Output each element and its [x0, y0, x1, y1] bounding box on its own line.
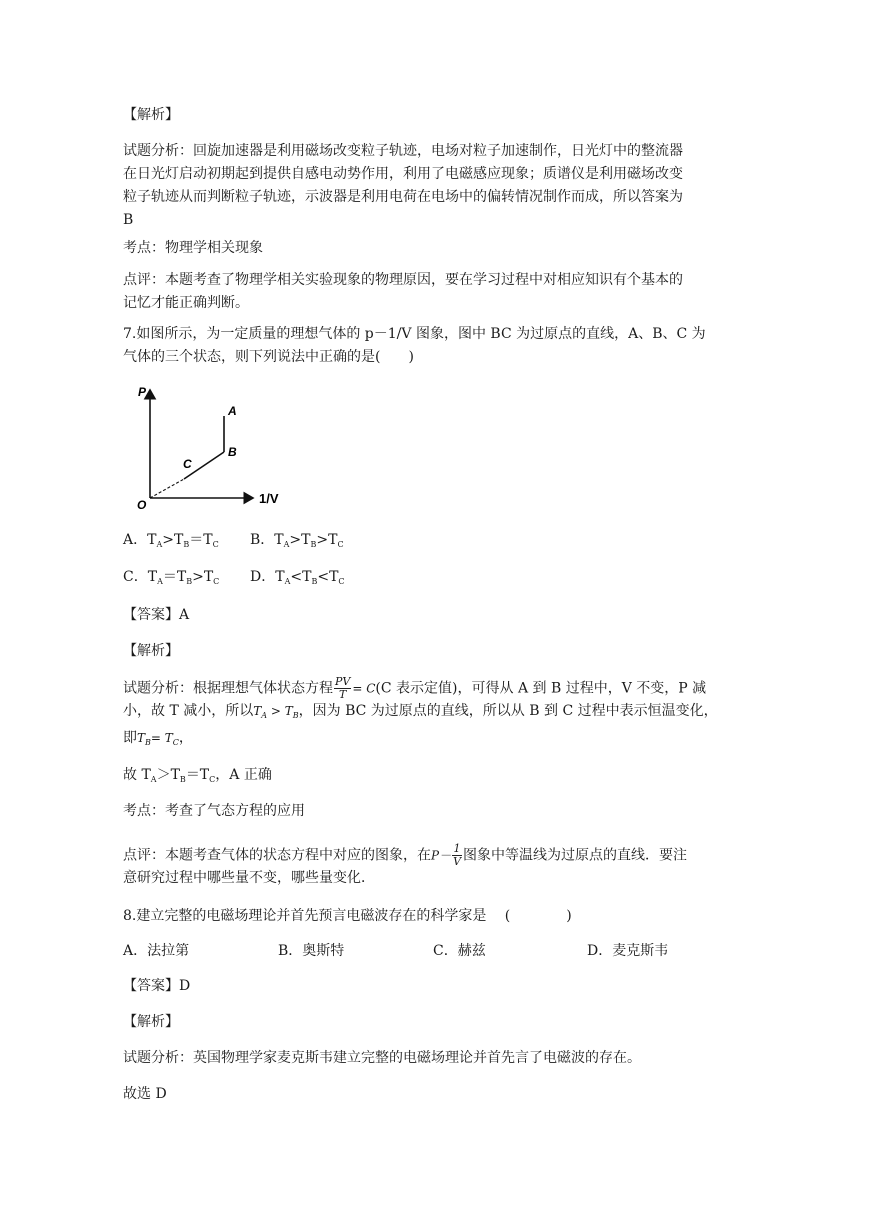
q6-analysis — [123, 140, 753, 232]
q7-comment — [123, 843, 753, 890]
dashed-segment-oc — [150, 479, 184, 498]
q8-option-b: B．奥斯特 — [278, 943, 345, 959]
q8-conclusion: 故选 D — [123, 1086, 167, 1102]
q7-option-d: D．$T_A<T_B<T_C$ — [250, 569, 345, 586]
q7-stem-line: 气体的三个状态，则下列说法中正确的是( ) — [123, 349, 414, 365]
q7-comment-line: 点评：本题考查气体的状态方程中对应的图象，在P－ $\frac{1}{V}$ 图象中等温线为过原点的直线．要注 — [123, 842, 688, 868]
q7-conclusion: 故 $T_A>T_B=T_C$，A 正确 — [123, 767, 272, 784]
q7-option-c: C．$T_A=T_B>T_C$ — [123, 569, 220, 586]
q8-analysis: 试题分析：英国物理学家麦克斯韦建立完整的电磁场理论并首先言了电磁波的存在。 — [123, 1050, 641, 1066]
q6-analysis-line: 粒子轨迹从而判断粒子轨迹，示波器是利用电荷在电场中的偏转情况制作而成，所以答案为 — [123, 189, 683, 205]
q6-comment-line: 点评：本题考查了物理学相关实验现象的物理原因，要在学习过程中对相应知识有个基本的 — [123, 272, 683, 288]
q7-analysis-line: 小，故 T 减小，所以$T_A > T_B$，因为 BC 为过原点的直线，所以从 B 到 C 过程中表示恒温变化， — [123, 703, 718, 720]
q7-option-b: B．$T_A>T_B>T_C$ — [250, 532, 344, 549]
point-c-label: C — [183, 457, 192, 471]
inverse-v-fraction: $\frac{1}{V}$ — [453, 842, 462, 868]
q7-answer: 【答案】A — [123, 607, 190, 623]
origin-label: O — [137, 498, 147, 512]
q8-stem: 8.建立完整的电磁场理论并首先预言电磁波存在的科学家是 ( ) — [123, 908, 572, 924]
q8-option-a: A．法拉第 — [123, 943, 190, 959]
q7-comment-line: 意研究过程中哪些量不变，哪些量变化． — [123, 870, 375, 886]
q6-comment — [123, 269, 753, 315]
state-equation-fraction: $\frac{PV}{T}$ — [335, 675, 351, 701]
q7-stem-line: 7.如图所示，为一定质量的理想气体的 p－1/V 图象，图中 BC 为过原点的直线，A、B、C 为 — [123, 326, 706, 342]
q7-analysis-heading: 【解析】 — [123, 643, 179, 659]
y-axis-label: P — [138, 385, 147, 399]
p-inverse-v-graph — [128, 382, 288, 514]
q6-analysis-heading: 【解析】 — [123, 107, 179, 123]
q6-comment-line: 记忆才能正确判断。 — [123, 295, 249, 311]
q7-point: 考点：考查了气态方程的应用 — [123, 803, 305, 819]
q8-analysis-heading: 【解析】 — [123, 1014, 179, 1030]
q8-option-d: D．麦克斯韦 — [587, 943, 669, 959]
q6-analysis-line: B — [123, 212, 134, 228]
q8-answer: 【答案】D — [123, 978, 191, 994]
q7-analysis-line: 试题分析：根据理想气体状态方程 $\frac{PV}{T}$ = C(C 表示定值)，可得从 A 到 B 过程中，V 不变，P 减 — [123, 675, 707, 701]
q6-analysis-line: 试题分析：回旋加速器是利用磁场改变粒子轨迹，电场对粒子加速制作，日光灯中的整流器 — [123, 143, 683, 159]
q7-analysis-line: 即$T_B= T_C$， — [123, 730, 193, 747]
q8-option-c: C．赫兹 — [433, 943, 486, 959]
q7-option-a: A．$T_A>T_B=T_C$ — [123, 532, 219, 549]
q6-analysis-line: 在日光灯启动初期起到提供自感电动势作用，利用了电磁感应现象；质谱仪是利用磁场改变 — [123, 166, 683, 182]
point-a-label: A — [228, 404, 237, 418]
x-axis-label: 1/V — [259, 491, 279, 506]
q6-point: 考点：物理学相关现象 — [123, 240, 263, 256]
point-b-label: B — [228, 445, 237, 459]
q7-stem — [123, 323, 753, 369]
q7-analysis — [123, 676, 753, 754]
